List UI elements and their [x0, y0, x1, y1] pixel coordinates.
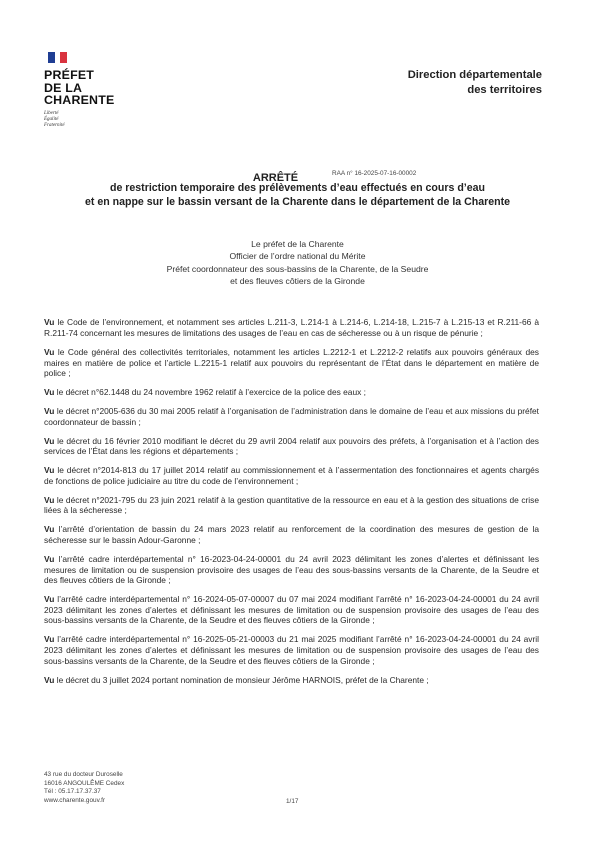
devise-line: Fraternité	[44, 122, 65, 128]
direction-line: Direction départementale	[407, 69, 542, 81]
arrete-subtitle	[0, 182, 595, 209]
footer-line: 16016 ANGOULÊME Cedex	[44, 779, 125, 787]
visa-item	[44, 675, 539, 686]
prefect-titles	[0, 238, 595, 288]
direction-line: des territoires	[467, 84, 542, 96]
arrete-title: ARRÊTÉ	[252, 172, 299, 184]
marianne-flag-icon	[48, 52, 67, 63]
vu-prefix: Vu	[44, 674, 55, 685]
vu-prefix: Vu	[44, 406, 55, 417]
visa-text: l’arrêté d’orientation de bassin du 24 mars 2023 relatif au renforcement de la coordination des mesures de gestion de la sécheresse sur le bassin Adour-Garonne ;	[44, 524, 539, 546]
visa-text: le décret n°62.1448 du 24 novembre 1962 relatif à l’exercice de la police des eaux ;	[56, 387, 366, 398]
logo-line: DE LA	[44, 80, 83, 95]
visa-item	[44, 406, 539, 427]
vu-prefix: Vu	[44, 594, 55, 605]
visa-text: le décret du 3 juillet 2024 portant nomination de monsieur Jérôme HARNOIS, préfet de la Charente ;	[56, 674, 429, 685]
devise	[44, 111, 154, 129]
visa-item	[44, 594, 539, 626]
visa-text: le Code de l’environnement, et notamment ses articles L.211-3, L.214-1 à L.214-6, L.214-18, L.215-7 à L.215-13 et R.211-66 à R.211-74 concernant les mesures de limitations des usages de l’eau en cas de sécheresse ou à un risque de pénurie ;	[44, 317, 539, 338]
visa-item	[44, 495, 539, 516]
visa-text: le décret n°2014-813 du 17 juillet 2014 relatif au commissionnement et à l’assermentation des fonctionnaires et agents chargés de fonctions de police judiciaire au titre du code de l’environnement ;	[44, 465, 540, 486]
prefect-line: et des fleuves côtiers de la Gironde	[230, 276, 365, 287]
visa-item	[44, 436, 539, 457]
visas-list	[44, 309, 539, 691]
devise-line: Liberté	[44, 110, 59, 116]
prefect-line: Officier de l’ordre national du Mérite	[229, 251, 366, 262]
visa-text: le décret du 16 février 2010 modifiant le décret du 29 avril 2004 relatif aux pouvoirs des préfets, à l’organisation et à l’action des services de l’État dans les régions et départements ;	[44, 435, 539, 457]
visa-item	[44, 524, 539, 545]
visa-text: le décret n°2021-795 du 23 juin 2021 relatif à la gestion quantitative de la ressource en eau et à la gestion des situations de crise liées à la sécheresse ;	[44, 494, 540, 516]
vu-prefix: Vu	[44, 494, 55, 505]
vu-prefix: Vu	[44, 317, 55, 328]
visa-item	[44, 554, 539, 586]
devise-line: Égalité	[44, 116, 59, 122]
footer-line: Tél : 05.17.17.37.37	[44, 788, 101, 796]
visa-item	[44, 317, 539, 338]
logo-line: CHARENTE	[44, 93, 115, 108]
footer-line: 43 rue du docteur Duroselle	[44, 771, 123, 778]
vu-prefix: Vu	[44, 524, 55, 535]
logo-text	[44, 69, 154, 107]
visa-text: l’arrêté cadre interdépartemental n° 16-2025-05-21-00003 du 21 mai 2025 modifiant l’arrêté n° 16-2023-04-24-00001 du 24 avril 2023 délimitant les zones d’alertes et définissant les mesures de limitation ou de suspension provisoire des usages de l’eau des sous-bassins versants de la Charente, de la Seudre et des fleuves côtiers de la Gironde ;	[44, 634, 540, 666]
visa-item	[44, 634, 539, 666]
subtitle-line: et en nappe sur le bassin versant de la Charente dans le département de la Charente	[84, 195, 511, 208]
prefecture-logo	[44, 52, 154, 129]
visa-item	[44, 465, 539, 486]
prefect-line: Préfet coordonnateur des sous-bassins de la Charente, de la Seudre	[166, 263, 429, 274]
direction-heading	[408, 68, 542, 98]
footer-website-link[interactable]: www.charente.gouv.fr	[44, 796, 105, 804]
visa-item	[44, 387, 539, 398]
vu-prefix: Vu	[44, 435, 55, 446]
prefect-line: Le préfet de la Charente	[251, 239, 344, 249]
visa-text: l’arrêté cadre interdépartemental n° 16-2023-04-24-00001 du 24 avril 2023 délimitant les zones d’alertes et définissant les mesures de limitation ou de suspension provisoire des usages de l’eau des sous-bassins versants de la Charente, de la Seudre et des fleuves côtiers de la Gironde ;	[44, 554, 540, 586]
subtitle-line: de restriction temporaire des prélèvements d’eau effectués en cours d’eau	[109, 182, 486, 194]
vu-prefix: Vu	[44, 387, 55, 398]
visa-text: le décret n°2005-636 du 30 mai 2005 relatif à l’organisation de l’administration dans le domaine de l’eau et aux missions du préfet coordonnateur de bassin ;	[44, 406, 540, 427]
vu-prefix: Vu	[44, 346, 55, 357]
raa-number: RAA n° 16-2025-07-16-00002	[332, 170, 417, 177]
footer-address	[44, 771, 124, 805]
visa-item	[44, 347, 539, 379]
page-number: 1/17	[286, 798, 299, 805]
vu-prefix: Vu	[44, 634, 55, 645]
vu-prefix: Vu	[44, 554, 55, 565]
visa-text: l’arrêté cadre interdépartemental n° 16-2024-05-07-00007 du 07 mai 2024 modifiant l’arrêté n° 16-2023-04-24-00001 du 24 avril 2023 délimitant les zones d’alertes et définissant les mesures de limitation ou de suspension provisoire des usages de l’eau des sous-bassins versants de la Charente, de la Seudre et des fleuves côtiers de la Gironde ;	[44, 594, 540, 626]
vu-prefix: Vu	[44, 465, 55, 476]
visa-text: le Code général des collectivités territoriales, notamment les articles L.2212-1 et L.2212-2 relatifs aux pouvoirs généraux des maires en matière de police et l’article L.2215-1 relatif aux pouvoirs du représentant de l’État dans le département en matière de police ;	[44, 346, 539, 379]
logo-line: PRÉFET	[44, 68, 95, 82]
